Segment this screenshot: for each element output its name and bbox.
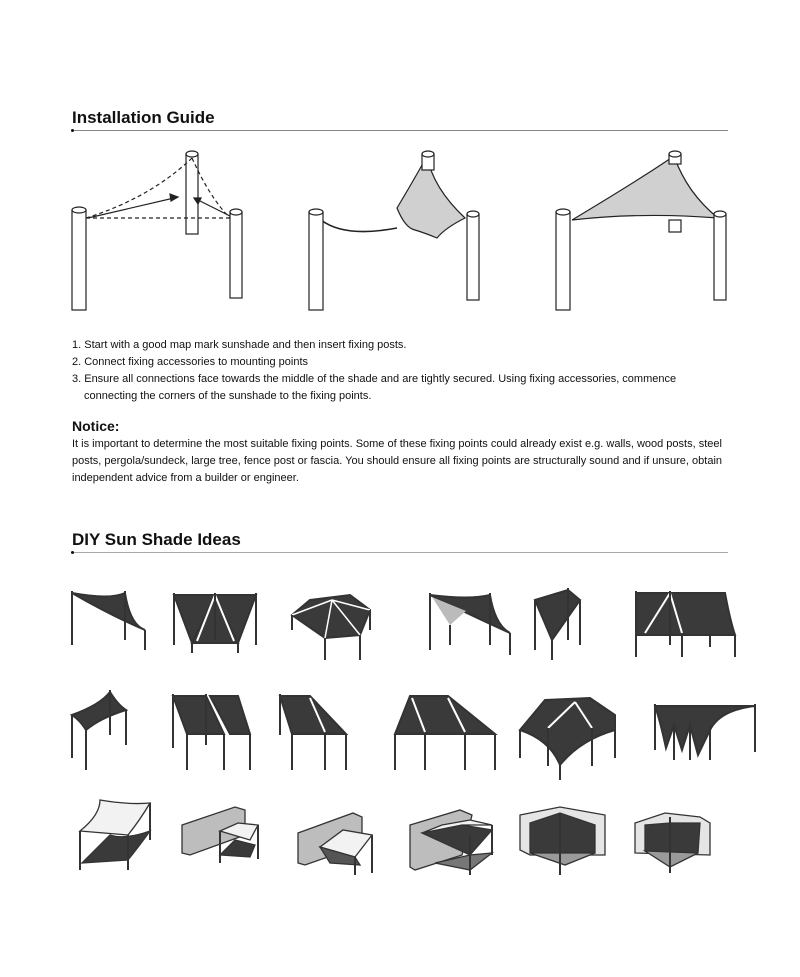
installation-title: Installation Guide	[72, 108, 215, 127]
step-2: 2. Connect fixing accessories to mounting points	[72, 356, 309, 368]
ideas-rule	[72, 552, 728, 553]
shade-ideas-row-1	[70, 585, 740, 665]
installation-rule	[72, 130, 728, 131]
shade-ideas-row-3	[70, 795, 750, 875]
ideas-title: DIY Sun Shade Ideas	[72, 530, 241, 549]
notice-title: Notice:	[72, 418, 120, 434]
illustration-sail-full	[552, 148, 732, 313]
step-1: 1. Start with a good map mark sunshade and then insert fixing posts.	[72, 339, 407, 351]
illustration-posts-arrows	[70, 148, 250, 313]
illustration-sail-partial	[305, 148, 485, 313]
shade-ideas-row-2	[70, 690, 750, 780]
installation-steps	[72, 337, 732, 405]
notice-body: It is important to determine the most suitable fixing points. Some of these fixing points could already exist e.g. walls, wood posts, steel posts, pergola/sundeck, large tree, fence post or fascia. You should ensure all fixing points are structurally sound and if unsure, obtain independent advice from a builder or engineer.	[72, 438, 723, 484]
step-3: 3. Ensure all connections face towards the middle of the shade and are tightly secured. Using fixing accessories, commence connecting the corners of the sunshade to the fixing points.	[72, 373, 677, 402]
